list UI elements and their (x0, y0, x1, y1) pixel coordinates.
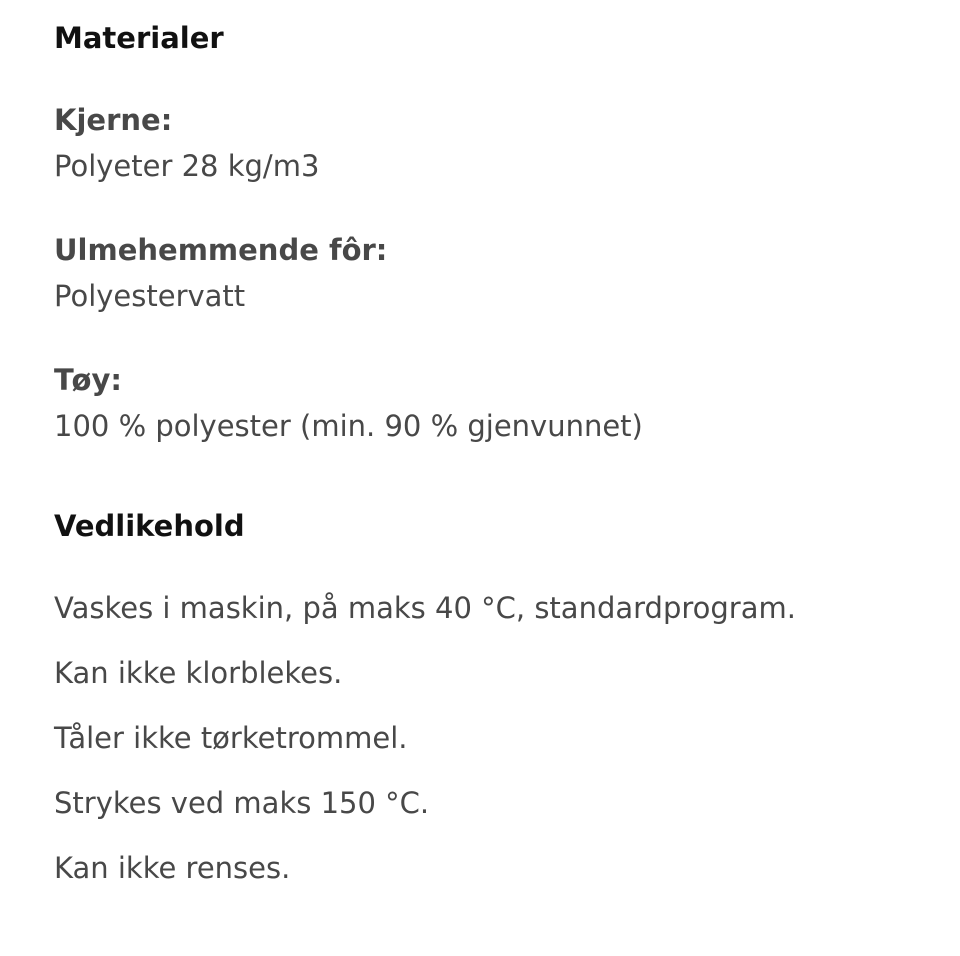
care-instruction: Kan ikke klorblekes. (54, 656, 343, 690)
material-value: 100 % polyester (min. 90 % gjenvunnet) (54, 409, 643, 443)
care-heading: Vedlikehold (54, 509, 245, 543)
material-label: Ulmehemmende fôr: (54, 233, 388, 267)
material-label: Kjerne: (54, 103, 173, 137)
care-instruction: Tåler ikke tørketrommel. (54, 721, 408, 755)
material-group-fabric (54, 362, 643, 444)
material-value: Polyestervatt (54, 279, 246, 313)
material-group-core (54, 102, 319, 184)
materials-heading: Materialer (54, 21, 224, 55)
material-group-lining (54, 232, 387, 314)
material-value: Polyeter 28 kg/m3 (54, 149, 320, 183)
care-instructions-list (54, 590, 796, 915)
care-instruction: Vaskes i maskin, på maks 40 °C, standardprogram. (54, 591, 796, 625)
care-instruction: Strykes ved maks 150 °C. (54, 786, 430, 820)
material-label: Tøy: (54, 363, 122, 397)
care-instruction: Kan ikke renses. (54, 851, 291, 885)
